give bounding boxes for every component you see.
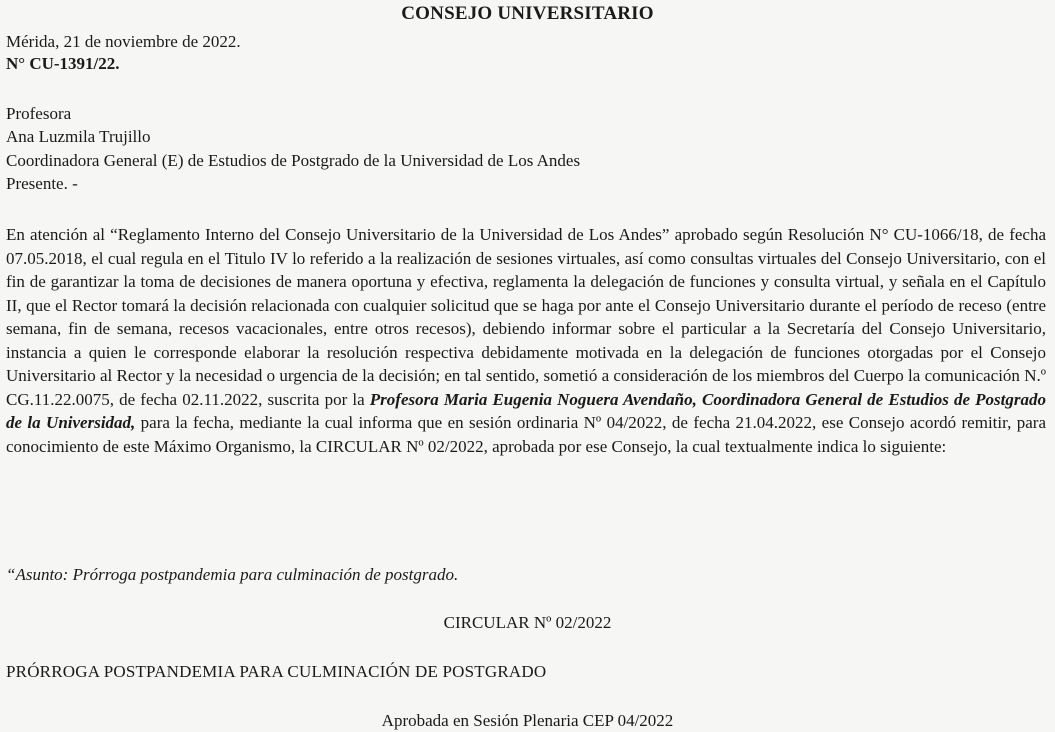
body-text-part2: para la fecha, mediante la cual informa que en sesión ordinaria Nº 04/2022, de fecha 21.04.2022, ese Consejo acordó remitir, para conocimiento de este Máximo Organismo, la CIRCULAR Nº 02/2022, aprobada por ese Consejo, la cual textualmente indica lo siguiente:: [6, 413, 1046, 456]
recipient-presente: Presente. -: [6, 174, 78, 193]
date-line: Mérida, 21 de noviembre de 2022.: [6, 32, 241, 51]
body-text-highlight: Profesora Maria Eugenia Noguera Avendaño, Coordinadora General de Estudios de Postgrado de la Universidad,: [6, 389, 1047, 432]
circular-approval: Aprobada en Sesión Plenaria CEP 04/2022: [381, 711, 674, 730]
circular-number: CIRCULAR Nº 02/2022: [443, 613, 612, 632]
body-paragraph: [6, 223, 1046, 458]
body-text-part1: En atención al “Reglamento Interno del Consejo Universitario de la Universidad de Los Andes” aprobado según Resolución N° CU-1066/18, de fecha 07.05.2018, el cual regula en el Titulo IV lo referido a la realización de sesiones virtuales, así como consultas virtuales del Consejo Universitario, con el fin de garantizar la toma de decisiones de manera oportuna y efectiva, reglamenta la delegación de funciones y consulta virtual, y señala en el Capítulo II, que el Rector tomará la decisión relacionada con cualquier solicitud que se haga por ante el Consejo Universitario durante el período de receso (entre semana, fin de semana, recesos vacacionales, entre otros recesos), debiendo informar sobre el particular a la Secretaría del Consejo Universitario, instancia a quien le corresponde elaborar la resolución respectiva debidamente motivada en la delegación de funciones otorgadas por el Consejo Universitario al Rector y la necesidad o urgencia de la decisión; en tal sentido, sometió a consideración de los miembros del Cuerpo la comunicación N.º CG.11.22.0075, de fecha 02.11.2022, suscrita por la: [6, 225, 1046, 409]
recipient-position: Coordinadora General (E) de Estudios de Postgrado de la Universidad de Los Andes: [6, 151, 581, 170]
recipient-name: Ana Luzmila Trujillo: [6, 127, 151, 146]
quoted-subject: “Asunto: Prórroga postpandemia para culminación de postgrado.: [6, 565, 459, 584]
document-title: CONSEJO UNIVERSITARIO: [401, 3, 654, 24]
reference-number: N° CU-1391/22.: [6, 54, 120, 73]
circular-title: PRÓRROGA POSTPANDEMIA PARA CULMINACIÓN DE POSTGRADO: [6, 662, 547, 681]
recipient-salutation: Profesora: [6, 104, 72, 123]
